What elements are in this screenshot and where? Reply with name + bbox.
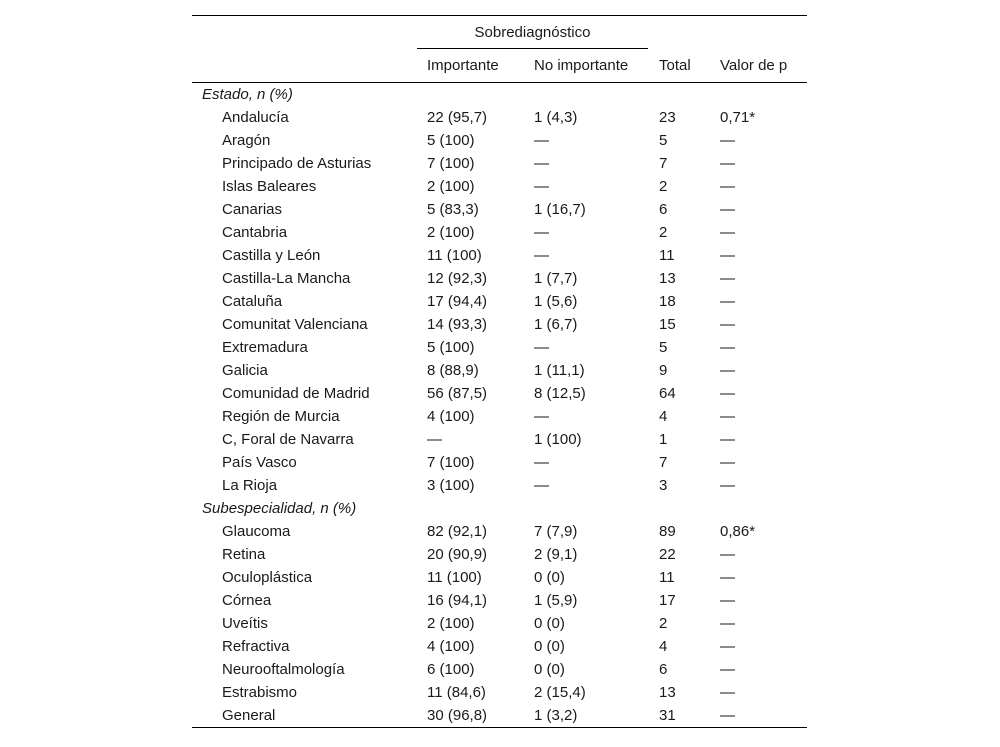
cell-p-value: — [720,592,735,609]
cell-total: 2 [659,224,668,241]
table-row [192,244,807,267]
cell-total: 4 [659,408,668,425]
col-header-not-important: No importante [534,57,629,74]
col-header-total: Total [659,57,691,74]
cell-total: 6 [659,201,668,218]
section-title: Subespecialidad, n (%) [202,500,357,517]
header-columns-row [192,49,807,82]
cell-not-important: — [534,339,549,356]
cell-not-important: 7 (7,9) [534,523,578,540]
cell-p-value: — [720,408,735,425]
cell-total: 17 [659,592,676,609]
cell-total: 4 [659,638,668,655]
group-header-sobrediagnostico: Sobrediagnóstico [474,24,591,41]
table-row [192,382,807,405]
section-header [192,83,807,106]
cell-p-value: — [720,707,735,724]
row-label: General [222,707,276,724]
cell-not-important: — [534,132,549,149]
cell-important: 8 (88,9) [427,362,479,379]
cell-important: 5 (83,3) [427,201,479,218]
cell-important: 2 (100) [427,615,475,632]
table-row [192,566,807,589]
table-row [192,451,807,474]
row-label: Comunitat Valenciana [222,316,368,333]
cell-total: 64 [659,385,676,402]
row-label: Cataluña [222,293,283,310]
cell-not-important: 0 (0) [534,661,565,678]
cell-not-important: 0 (0) [534,615,565,632]
cell-important: 5 (100) [427,132,475,149]
cell-total: 7 [659,454,668,471]
cell-p-value: — [720,201,735,218]
cell-p-value: — [720,546,735,563]
table-row [192,589,807,612]
cell-not-important: 1 (4,3) [534,109,578,126]
cell-total: 3 [659,477,668,494]
table-row [192,198,807,221]
table-row [192,129,807,152]
cell-total: 2 [659,178,668,195]
cell-total: 31 [659,707,676,724]
cell-not-important: 1 (100) [534,431,582,448]
cell-not-important: 1 (6,7) [534,316,578,333]
cell-p-value: — [720,155,735,172]
col-header-p-value: Valor de p [720,57,788,74]
cell-not-important: 8 (12,5) [534,385,586,402]
cell-p-value: — [720,178,735,195]
cell-important: 7 (100) [427,454,475,471]
cell-important: 4 (100) [427,408,475,425]
cell-total: 9 [659,362,668,379]
cell-not-important: 1 (16,7) [534,201,586,218]
cell-important: 17 (94,4) [427,293,488,310]
table-row [192,106,807,129]
cell-total: 89 [659,523,676,540]
cell-p-value: — [720,270,735,287]
section-title: Estado, n (%) [202,86,293,103]
cell-p-value: — [720,454,735,471]
cell-p-value: — [720,638,735,655]
cell-not-important: 2 (9,1) [534,546,578,563]
row-label: Galicia [222,362,268,379]
cell-total: 11 [659,247,675,264]
cell-important: 16 (94,1) [427,592,488,609]
cell-important: — [427,431,442,448]
table-row [192,152,807,175]
cell-p-value: — [720,615,735,632]
row-label: Glaucoma [222,523,291,540]
table-row [192,175,807,198]
row-label: Islas Baleares [222,178,317,195]
cell-p-value: — [720,569,735,586]
cell-p-value: — [720,247,735,264]
cell-not-important: — [534,178,549,195]
row-label: Canarias [222,201,283,218]
cell-p-value: — [720,362,735,379]
table-row [192,267,807,290]
cell-p-value: — [720,339,735,356]
data-table [192,15,807,728]
cell-total: 22 [659,546,676,563]
table-row [192,221,807,244]
row-label: Estrabismo [222,684,298,701]
row-label: Castilla y León [222,247,321,264]
cell-important: 2 (100) [427,224,475,241]
cell-not-important: — [534,454,549,471]
cell-important: 56 (87,5) [427,385,488,402]
cell-important: 20 (90,9) [427,546,488,563]
table-row [192,313,807,336]
row-label: Aragón [222,132,271,149]
cell-total: 11 [659,569,675,586]
cell-total: 7 [659,155,668,172]
cell-not-important: 1 (5,9) [534,592,578,609]
bottom-rule [192,727,807,728]
cell-not-important: 0 (0) [534,638,565,655]
table-row [192,681,807,704]
row-label: Comunidad de Madrid [222,385,370,402]
cell-p-value: — [720,431,735,448]
cell-not-important: — [534,408,549,425]
cell-total: 18 [659,293,676,310]
cell-important: 6 (100) [427,661,475,678]
cell-p-value: 0,86* [720,523,756,540]
cell-important: 3 (100) [427,477,475,494]
table-row [192,428,807,451]
cell-important: 30 (96,8) [427,707,488,724]
cell-important: 11 (84,6) [427,684,486,701]
cell-important: 4 (100) [427,638,475,655]
row-label: Castilla-La Mancha [222,270,351,287]
cell-total: 5 [659,339,668,356]
table-row [192,543,807,566]
col-header-important: Importante [427,57,499,74]
cell-total: 15 [659,316,676,333]
table-row [192,336,807,359]
table-row [192,520,807,543]
table-row [192,405,807,428]
row-label: Retina [222,546,266,563]
cell-important: 12 (92,3) [427,270,488,287]
row-label: La Rioja [222,477,278,494]
cell-p-value: — [720,477,735,494]
row-label: C, Foral de Navarra [222,431,354,448]
cell-p-value: — [720,293,735,310]
cell-important: 11 (100) [427,247,482,264]
cell-not-important: 2 (15,4) [534,684,586,701]
cell-not-important: — [534,224,549,241]
cell-total: 13 [659,270,676,287]
row-label: Córnea [222,592,272,609]
cell-p-value: — [720,132,735,149]
cell-not-important: — [534,155,549,172]
table-row [192,359,807,382]
cell-p-value: — [720,224,735,241]
cell-not-important: 1 (5,6) [534,293,578,310]
table-row [192,704,807,727]
table-row [192,635,807,658]
cell-p-value: — [720,661,735,678]
cell-total: 13 [659,684,676,701]
row-label: Oculoplástica [222,569,313,586]
cell-important: 82 (92,1) [427,523,488,540]
row-label: Extremadura [222,339,308,356]
cell-important: 14 (93,3) [427,316,488,333]
row-label: Cantabria [222,224,288,241]
cell-not-important: 0 (0) [534,569,565,586]
cell-p-value: — [720,316,735,333]
cell-total: 1 [659,431,668,448]
table-row [192,658,807,681]
cell-total: 6 [659,661,668,678]
cell-total: 5 [659,132,668,149]
table-row [192,474,807,497]
header-group-row [192,16,807,49]
cell-important: 22 (95,7) [427,109,488,126]
cell-important: 5 (100) [427,339,475,356]
table-row [192,612,807,635]
section-header [192,497,807,520]
cell-p-value: 0,71* [720,109,756,126]
cell-not-important: — [534,477,549,494]
cell-total: 23 [659,109,676,126]
row-label: Principado de Asturias [222,155,372,172]
row-label: Región de Murcia [222,408,340,425]
cell-important: 2 (100) [427,178,475,195]
row-label: Refractiva [222,638,290,655]
cell-p-value: — [720,385,735,402]
cell-not-important: — [534,247,549,264]
row-label: Neurooftalmología [222,661,345,678]
cell-not-important: 1 (3,2) [534,707,578,724]
table-body [192,83,807,727]
row-label: País Vasco [222,454,297,471]
table-row [192,290,807,313]
cell-important: 7 (100) [427,155,475,172]
cell-not-important: 1 (7,7) [534,270,578,287]
row-label: Andalucía [222,109,289,126]
row-label: Uveítis [222,615,268,632]
cell-not-important: 1 (11,1) [534,362,585,379]
cell-important: 11 (100) [427,569,482,586]
cell-p-value: — [720,684,735,701]
cell-total: 2 [659,615,668,632]
